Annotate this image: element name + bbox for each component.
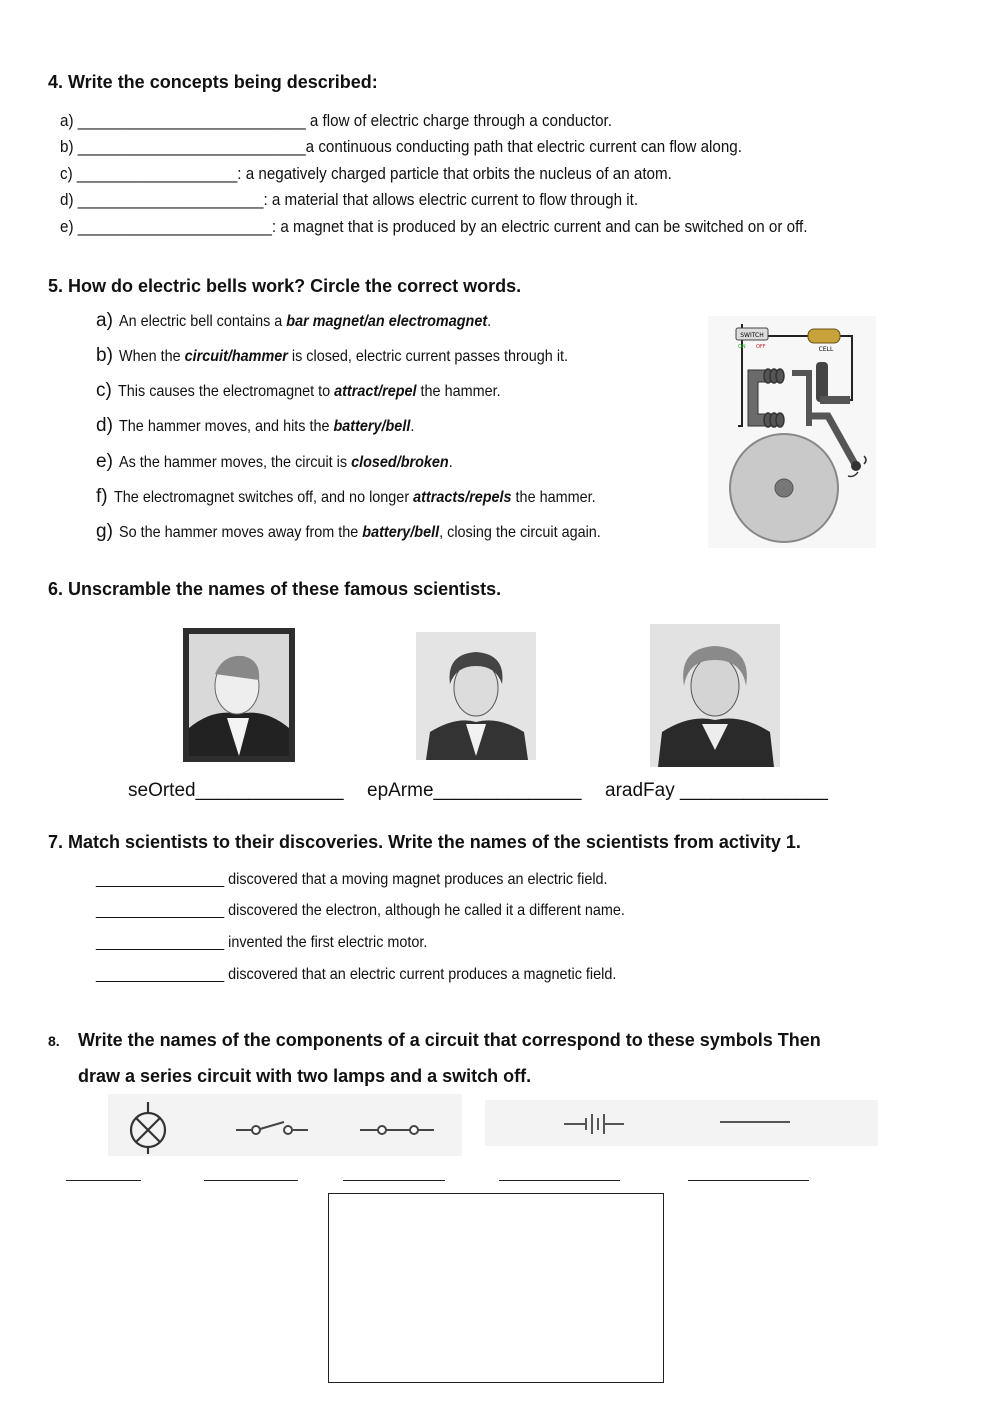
q5-text: is closed, electric current passes through it. <box>287 348 568 365</box>
q4-label: b) <box>60 138 74 156</box>
q5-letter: f) <box>96 486 108 507</box>
switch-off-label: OFF <box>756 344 766 350</box>
scramble-3 <box>605 780 828 802</box>
q4-answer-blank[interactable]: ___________________ <box>76 165 238 183</box>
circuit-symbols <box>108 1094 878 1156</box>
q5-text: . <box>487 313 492 330</box>
q5-choice[interactable]: attract/repel <box>333 383 417 400</box>
q7-text: discovered the electron, although he called it a different name. <box>224 902 625 919</box>
q8-heading-line1: Write the names of the components of a circuit that correspond to these symbols Then <box>78 1030 821 1050</box>
q5-letter: a) <box>96 310 113 331</box>
closed-switch-symbol-icon <box>360 1126 434 1134</box>
q5-choice[interactable]: closed/broken <box>350 454 449 471</box>
symbol-answer-line[interactable] <box>343 1180 445 1181</box>
q5-item-d <box>96 415 447 437</box>
q5-text: The hammer moves, and hits the <box>118 418 334 435</box>
q5-text: The electromagnet switches off, and no longer <box>113 489 413 506</box>
q5-letter: d) <box>96 415 113 436</box>
q5-text: So the hammer moves away from the <box>118 524 363 541</box>
circuit-drawing-box[interactable] <box>328 1193 664 1383</box>
q5-text: the hammer. <box>416 383 501 400</box>
q7-text: discovered that a moving magnet produces an electric field. <box>224 871 608 888</box>
q5-text: the hammer. <box>511 489 596 506</box>
q5-item-g <box>96 521 654 543</box>
symbol-answer-line[interactable] <box>499 1180 620 1181</box>
q5-choice[interactable]: bar magnet/an electromagnet <box>286 313 488 330</box>
symbol-answer-line[interactable] <box>204 1180 298 1181</box>
q4-answer-blank[interactable]: ___________________________ <box>77 138 306 156</box>
cell-label: CELL <box>818 346 834 353</box>
q5-choice[interactable]: battery/bell <box>333 418 411 435</box>
lamp-symbol-icon <box>131 1102 165 1154</box>
scramble-1 <box>128 780 344 802</box>
q4-definition: a continuous conducting path that electric current can flow along. <box>305 138 742 156</box>
scramble-answer-blank[interactable]: ______________ <box>674 780 828 801</box>
q7-item <box>96 871 608 889</box>
hammer-icon <box>851 461 861 471</box>
q4-definition: : a material that allows electric current to flow through it. <box>263 191 639 209</box>
q4-label: c) <box>60 165 73 183</box>
q5-item-a <box>96 310 532 332</box>
q4-item-c <box>60 165 672 184</box>
q7-item <box>96 966 616 984</box>
q7-text: discovered that an electric current produces a magnetic field. <box>224 966 617 983</box>
q8-number: 8. <box>48 1033 60 1049</box>
q7-item <box>96 902 625 920</box>
q4-definition: a flow of electric charge through a conductor. <box>305 112 612 130</box>
q5-letter: g) <box>96 521 113 542</box>
q4-item-e <box>60 218 807 237</box>
q8-heading-line2: draw a series circuit with two lamps and a switch off. <box>78 1066 532 1086</box>
q5-item-e <box>96 451 490 473</box>
scrambled-word: epArme <box>367 780 434 801</box>
q5-choice[interactable]: circuit/hammer <box>184 348 288 365</box>
q4-answer-blank[interactable]: ______________________ <box>77 191 264 209</box>
q7-answer-blank[interactable]: ________________ <box>96 966 225 983</box>
symbol-answer-line[interactable] <box>66 1180 141 1181</box>
q5-letter: c) <box>96 380 112 401</box>
q5-text: As the hammer moves, the circuit is <box>118 454 351 471</box>
q7-answer-blank[interactable]: ________________ <box>96 902 225 919</box>
q4-answer-blank[interactable]: _______________________ <box>77 218 272 236</box>
switch-on-label: ON <box>738 344 746 350</box>
q7-item <box>96 934 427 952</box>
q4-heading: 4. Write the concepts being described: <box>48 72 378 92</box>
q4-label: d) <box>60 191 74 209</box>
scrambled-word: aradFay <box>605 780 675 801</box>
q7-text: invented the first electric motor. <box>224 934 428 951</box>
scramble-answer-blank[interactable]: ______________ <box>195 780 344 801</box>
portrait-faraday <box>650 624 780 767</box>
electric-bell-diagram <box>708 316 876 548</box>
q6-heading: 6. Unscramble the names of these famous scientists. <box>48 579 502 599</box>
q7-answer-blank[interactable]: ________________ <box>96 934 225 951</box>
open-switch-symbol-icon <box>236 1122 308 1134</box>
q4-answer-blank[interactable]: ___________________________ <box>77 112 306 130</box>
q5-item-b <box>96 345 618 367</box>
q5-item-c <box>96 380 543 402</box>
symbol-answer-line[interactable] <box>688 1180 809 1181</box>
q4-label: e) <box>60 218 74 236</box>
q4-item-d <box>60 191 638 210</box>
q5-text: . <box>410 418 415 435</box>
q5-text: When the <box>118 348 185 365</box>
scrambled-word: seOrted <box>128 780 196 801</box>
q4-definition: : a negatively charged particle that orbits the nucleus of an atom. <box>237 165 672 183</box>
q4-item-a <box>60 112 612 131</box>
q5-heading: 5. How do electric bells work? Circle the correct words. <box>48 276 522 296</box>
q4-label: a) <box>60 112 74 130</box>
cell-symbol-icon <box>564 1114 624 1134</box>
q5-choice[interactable]: attracts/repels <box>412 489 512 506</box>
portrait-oersted <box>183 628 295 762</box>
scramble-2 <box>367 780 581 802</box>
q7-answer-blank[interactable]: ________________ <box>96 871 225 888</box>
scramble-answer-blank[interactable]: ______________ <box>433 780 582 801</box>
q5-letter: b) <box>96 345 113 366</box>
q5-letter: e) <box>96 451 113 472</box>
switch-label: SWITCH <box>740 332 764 339</box>
q4-definition: : a magnet that is produced by an electric current and can be switched on or off. <box>271 218 808 236</box>
portrait-ampere <box>416 632 536 760</box>
q5-text: An electric bell contains a <box>118 313 287 330</box>
q5-item-f <box>96 486 649 508</box>
cell-icon <box>808 329 840 343</box>
q4-item-b <box>60 138 742 157</box>
q5-text: , closing the circuit again. <box>439 524 601 541</box>
q5-text: This causes the electromagnet to <box>117 383 334 400</box>
q7-heading: 7. Match scientists to their discoveries. Write the names of the scientists from activity 1. <box>48 832 801 852</box>
q5-choice[interactable]: battery/bell <box>362 524 440 541</box>
q5-text: . <box>448 454 453 471</box>
